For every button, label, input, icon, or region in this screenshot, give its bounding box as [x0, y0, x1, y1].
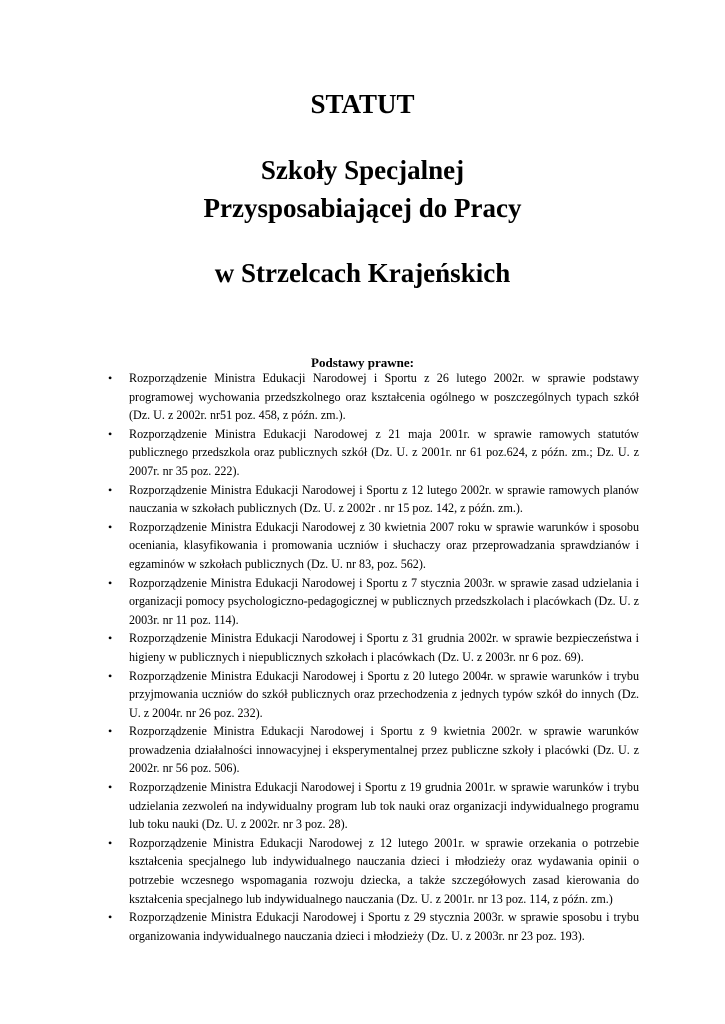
- bullet-icon: •: [108, 371, 113, 385]
- list-item-text: Rozporządzenie Ministra Edukacji Narodowej i Sportu z 19 grudnia 2001r. w sprawie warunków i trybu udzielania zezwoleń na indywidualny program lub tok nauki oraz organizacji indywidualnego programu lub toku nauki (Dz. U. z 2002r. nr 3 poz. 28).: [129, 780, 639, 832]
- list-item-text: Rozporządzenie Ministra Edukacji Narodowej i Sportu z 20 lutego 2004r. w sprawie warunków i trybu przyjmowania uczniów do szkół publicznych oraz przechodzenia z jednych typów szkół do innych (Dz. U. z 2004r. nr 26 poz. 232).: [129, 668, 639, 720]
- list-item: [106, 667, 639, 723]
- bullet-icon: •: [108, 780, 113, 795]
- list-item: [106, 481, 639, 518]
- list-item: [106, 629, 639, 666]
- list-item-text: Rozporządzenie Ministra Edukacji Narodowej i Sportu z 7 stycznia 2003r. w sprawie zasad udzielania i organizacji pomocy psychologiczno-pedagogicznej w publicznych przedszkolach i placówkach (Dz. U. z 2003r. nr 11 poz. 114).: [129, 575, 639, 627]
- list-item: [106, 369, 639, 425]
- bullet-icon: •: [108, 668, 113, 683]
- school-location: w Strzelcach Krajeńskich: [214, 258, 511, 288]
- list-item: [106, 574, 639, 630]
- list-item: [106, 425, 639, 481]
- list-item-text: Rozporządzenie Ministra Edukacji Narodowej i Sportu z 29 stycznia 2003r. w sprawie sposobu i trybu organizowania indywidualnego nauczania dzieci i młodzieży (Dz. U. z 2003r. nr 23 poz. 193).: [129, 910, 639, 943]
- list-item-text: Rozporządzenie Ministra Edukacji Narodowej i Sportu z 31 grudnia 2002r. w sprawie bezpieczeństwa i higieny w publicznych i niepublicznych szkołach i placówkach (Dz. U. z 2003r. nr 6 poz. 69).: [129, 631, 639, 664]
- list-item: [106, 908, 639, 945]
- list-item-text: Rozporządzenie Ministra Edukacji Narodowej z 30 kwietnia 2007 roku w sprawie warunków i sposobu oceniania, klasyfikowania i promowania uczniów i słuchaczy oraz przeprowadzania sprawdzianów i egzaminów w szkołach publicznych (Dz. U. nr 83, poz. 562).: [129, 519, 639, 571]
- school-name-line-2: Przysposabiającej do Pracy: [203, 193, 522, 223]
- legal-basis-heading: Podstawy prawne:: [311, 355, 414, 370]
- list-item-text: Rozporządzenie Ministra Edukacji Narodowej i Sportu z 9 kwietnia 2002r. w sprawie warunków prowadzenia działalności innowacyjnej i eksperymentalnej przez publiczne szkoły i placówki (Dz. U. z 2002r. nr 56 poz. 506).: [129, 724, 639, 776]
- list-item: [106, 722, 639, 778]
- list-item: [106, 518, 639, 574]
- document-title: STATUT: [310, 89, 415, 119]
- list-item-text: Rozporządzenie Ministra Edukacji Narodowej i Sportu z 26 lutego 2002r. w sprawie podstawy programowej wychowania przedszkolnego oraz kształcenia ogólnego w poszczególnych typach szkół (Dz. U. z 2002r. nr51 poz. 458, z późn. zm.).: [129, 371, 639, 423]
- bullet-icon: •: [108, 724, 113, 739]
- bullet-icon: •: [108, 482, 113, 497]
- list-item-text: Rozporządzenie Ministra Edukacji Narodowej i Sportu z 12 lutego 2002r. w sprawie ramowych planów nauczania w szkołach publicznych (Dz. U. z 2002r . nr 15 poz. 142, z późn. zm.).: [129, 482, 639, 516]
- school-name-line-1: Szkoły Specjalnej: [260, 155, 465, 185]
- list-item-text: Rozporządzenie Ministra Edukacji Narodowej z 12 lutego 2001r. w sprawie orzekania o potrzebie kształcenia specjalnego lub indywidualnego nauczania dzieci i młodzieży oraz wydawania opinii o potrzebie wczesnego wspomagania rozwoju dziecka, a także szczegółowych zasad kierowania do kształcenia specjalnego lub indywidualnego nauczania (Dz. U. z 2001r. nr 13 poz. 114, z późn. zm.): [129, 835, 639, 906]
- bullet-icon: •: [108, 575, 113, 590]
- legal-basis-list: [106, 369, 639, 945]
- bullet-icon: •: [108, 835, 113, 850]
- list-item-text: Rozporządzenie Ministra Edukacji Narodowej z 21 maja 2001r. w sprawie ramowych statutów publicznego przedszkola oraz publicznych szkół (Dz. U. z 2001r. nr 61 poz.624, z późn. zm.; Dz. U. z 2007r. nr 35 poz. 222).: [129, 426, 639, 478]
- list-item: [106, 778, 639, 834]
- list-item: [106, 834, 639, 908]
- bullet-icon: •: [108, 519, 113, 534]
- bullet-icon: •: [108, 426, 113, 441]
- bullet-icon: •: [108, 910, 113, 925]
- bullet-icon: •: [108, 631, 113, 646]
